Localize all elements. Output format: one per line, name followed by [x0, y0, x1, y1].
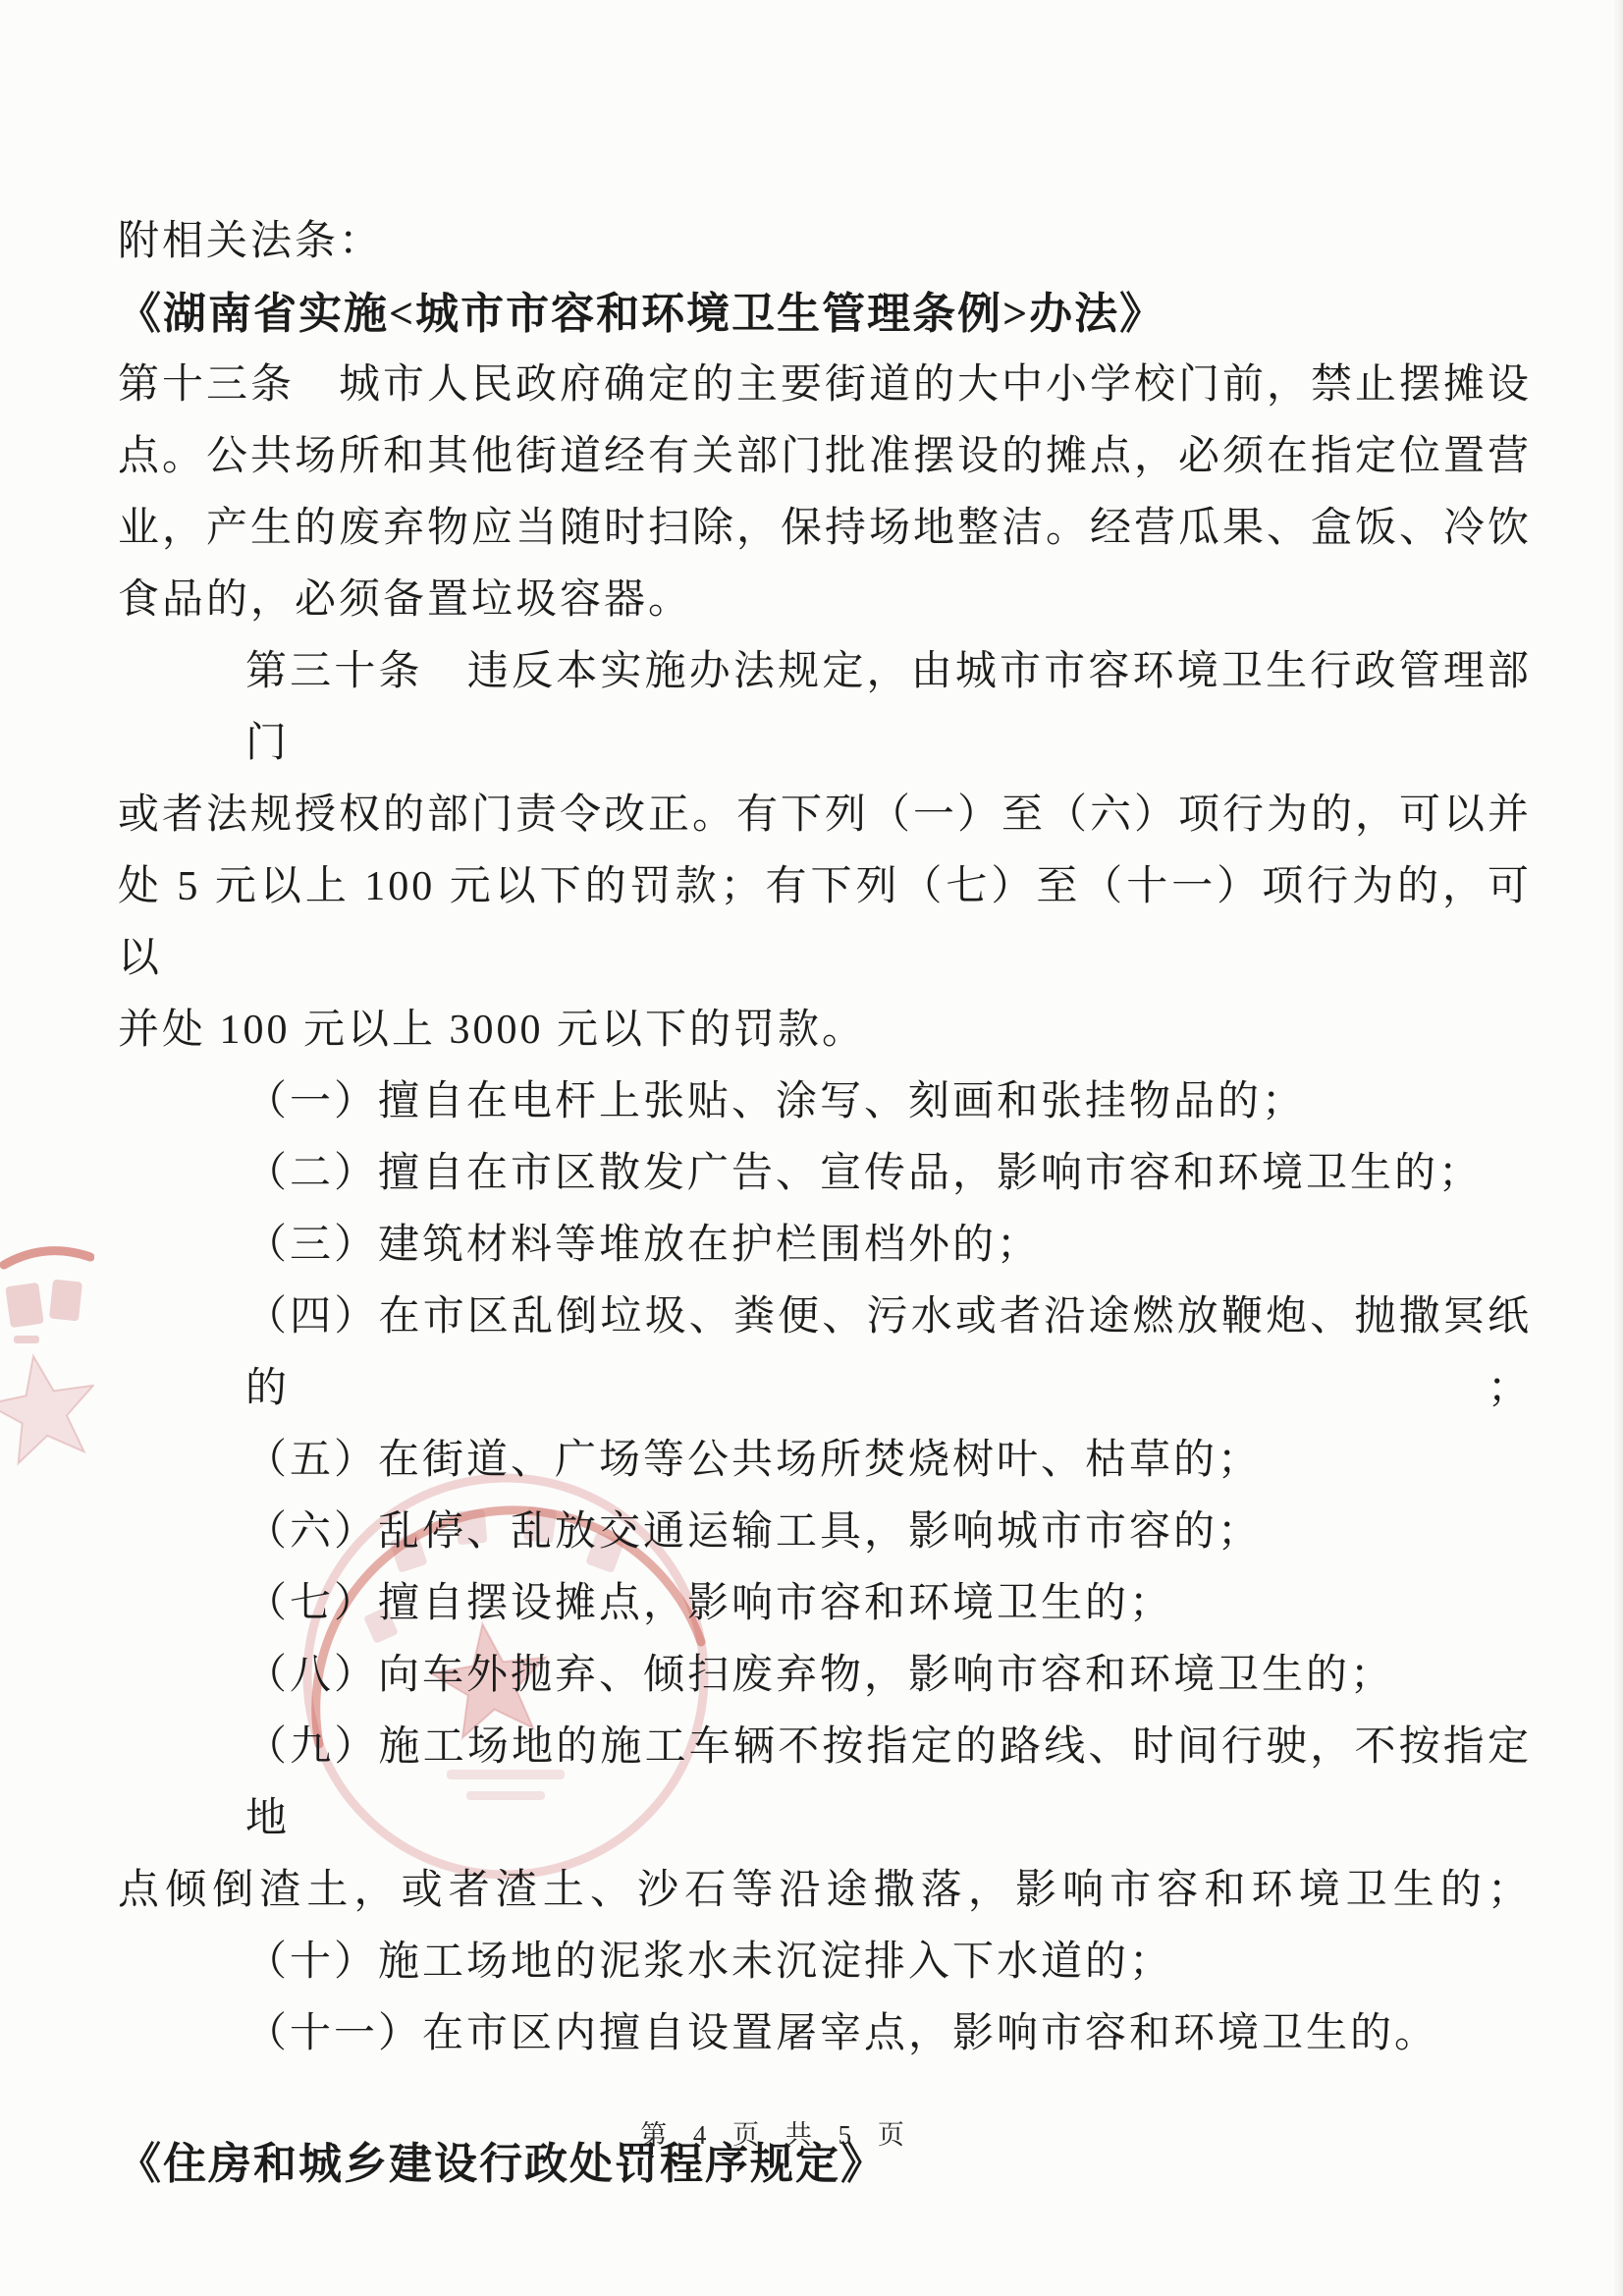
page-footer: 第 4 页 共 5 页: [640, 2120, 914, 2150]
intro-line: 附相关法条：: [118, 219, 384, 264]
list-item: （八）向车外抛弃、倾扫废弃物，影响市容和环境卫生的；: [245, 1653, 1395, 1698]
list-item: （三）建筑材料等堆放在护栏围档外的；: [245, 1223, 1042, 1268]
body-line: 第三十条 违反本实施办法规定，由城市市容环境卫生行政管理部门: [245, 649, 1532, 766]
list-item: （二）擅自在市区散发广告、宣传品，影响市容和环境卫生的；: [245, 1151, 1484, 1196]
law2-title: 《住房和城乡建设行政处罚程序规定》: [118, 2140, 886, 2188]
list-item: （七）擅自摆设摊点，影响市容和环境卫生的；: [245, 1581, 1174, 1626]
list-item: （九）施工场地的施工车辆不按指定的路线、时间行驶，不按指定地: [245, 1724, 1532, 1841]
body-line: 业，产生的废弃物应当随时扫除，保持场地整洁。经营瓜果、盒饭、冷饮: [118, 506, 1533, 551]
list-item: （五）在街道、广场等公共场所焚烧树叶、枯草的；: [245, 1438, 1263, 1483]
body-line: 食品的，必须备置垃圾容器。: [118, 577, 693, 623]
list-item: （六）乱停、乱放交通运输工具，影响城市市容的；: [245, 1509, 1263, 1555]
list-item: （十）施工场地的泥浆水未沉淀排入下水道的；: [245, 1940, 1174, 1985]
body-line: 点倾倒渣土，或者渣土、沙石等沿途撒落，影响市容和环境卫生的；: [118, 1868, 1532, 1913]
list-item: （一）擅自在电杆上张贴、涂写、刻画和张挂物品的；: [245, 1079, 1307, 1124]
list-item: （十一）在市区内擅自设置屠宰点，影响市容和环境卫生的。: [245, 2011, 1439, 2056]
body-line: 并处 100 元以上 3000 元以下的罚款。: [118, 1008, 867, 1053]
law1-title: 《湖南省实施<城市市容和环境卫生管理条例>办法》: [118, 290, 1165, 338]
body-line: 第十三条 城市人民政府确定的主要街道的大中小学校门前，禁止摆摊设: [118, 362, 1533, 408]
body-line: 点。公共场所和其他街道经有关部门批准摆设的摊点，必须在指定位置营: [118, 434, 1533, 479]
body-line: 处 5 元以上 100 元以下的罚款；有下列（七）至（十一）项行为的，可以: [118, 864, 1532, 981]
body-line: 或者法规授权的部门责令改正。有下列（一）至（六）项行为的，可以并: [118, 793, 1533, 838]
list-item: （四）在市区乱倒垃圾、粪便、污水或者沿途燃放鞭炮、抛撒冥纸的；: [245, 1294, 1532, 1411]
